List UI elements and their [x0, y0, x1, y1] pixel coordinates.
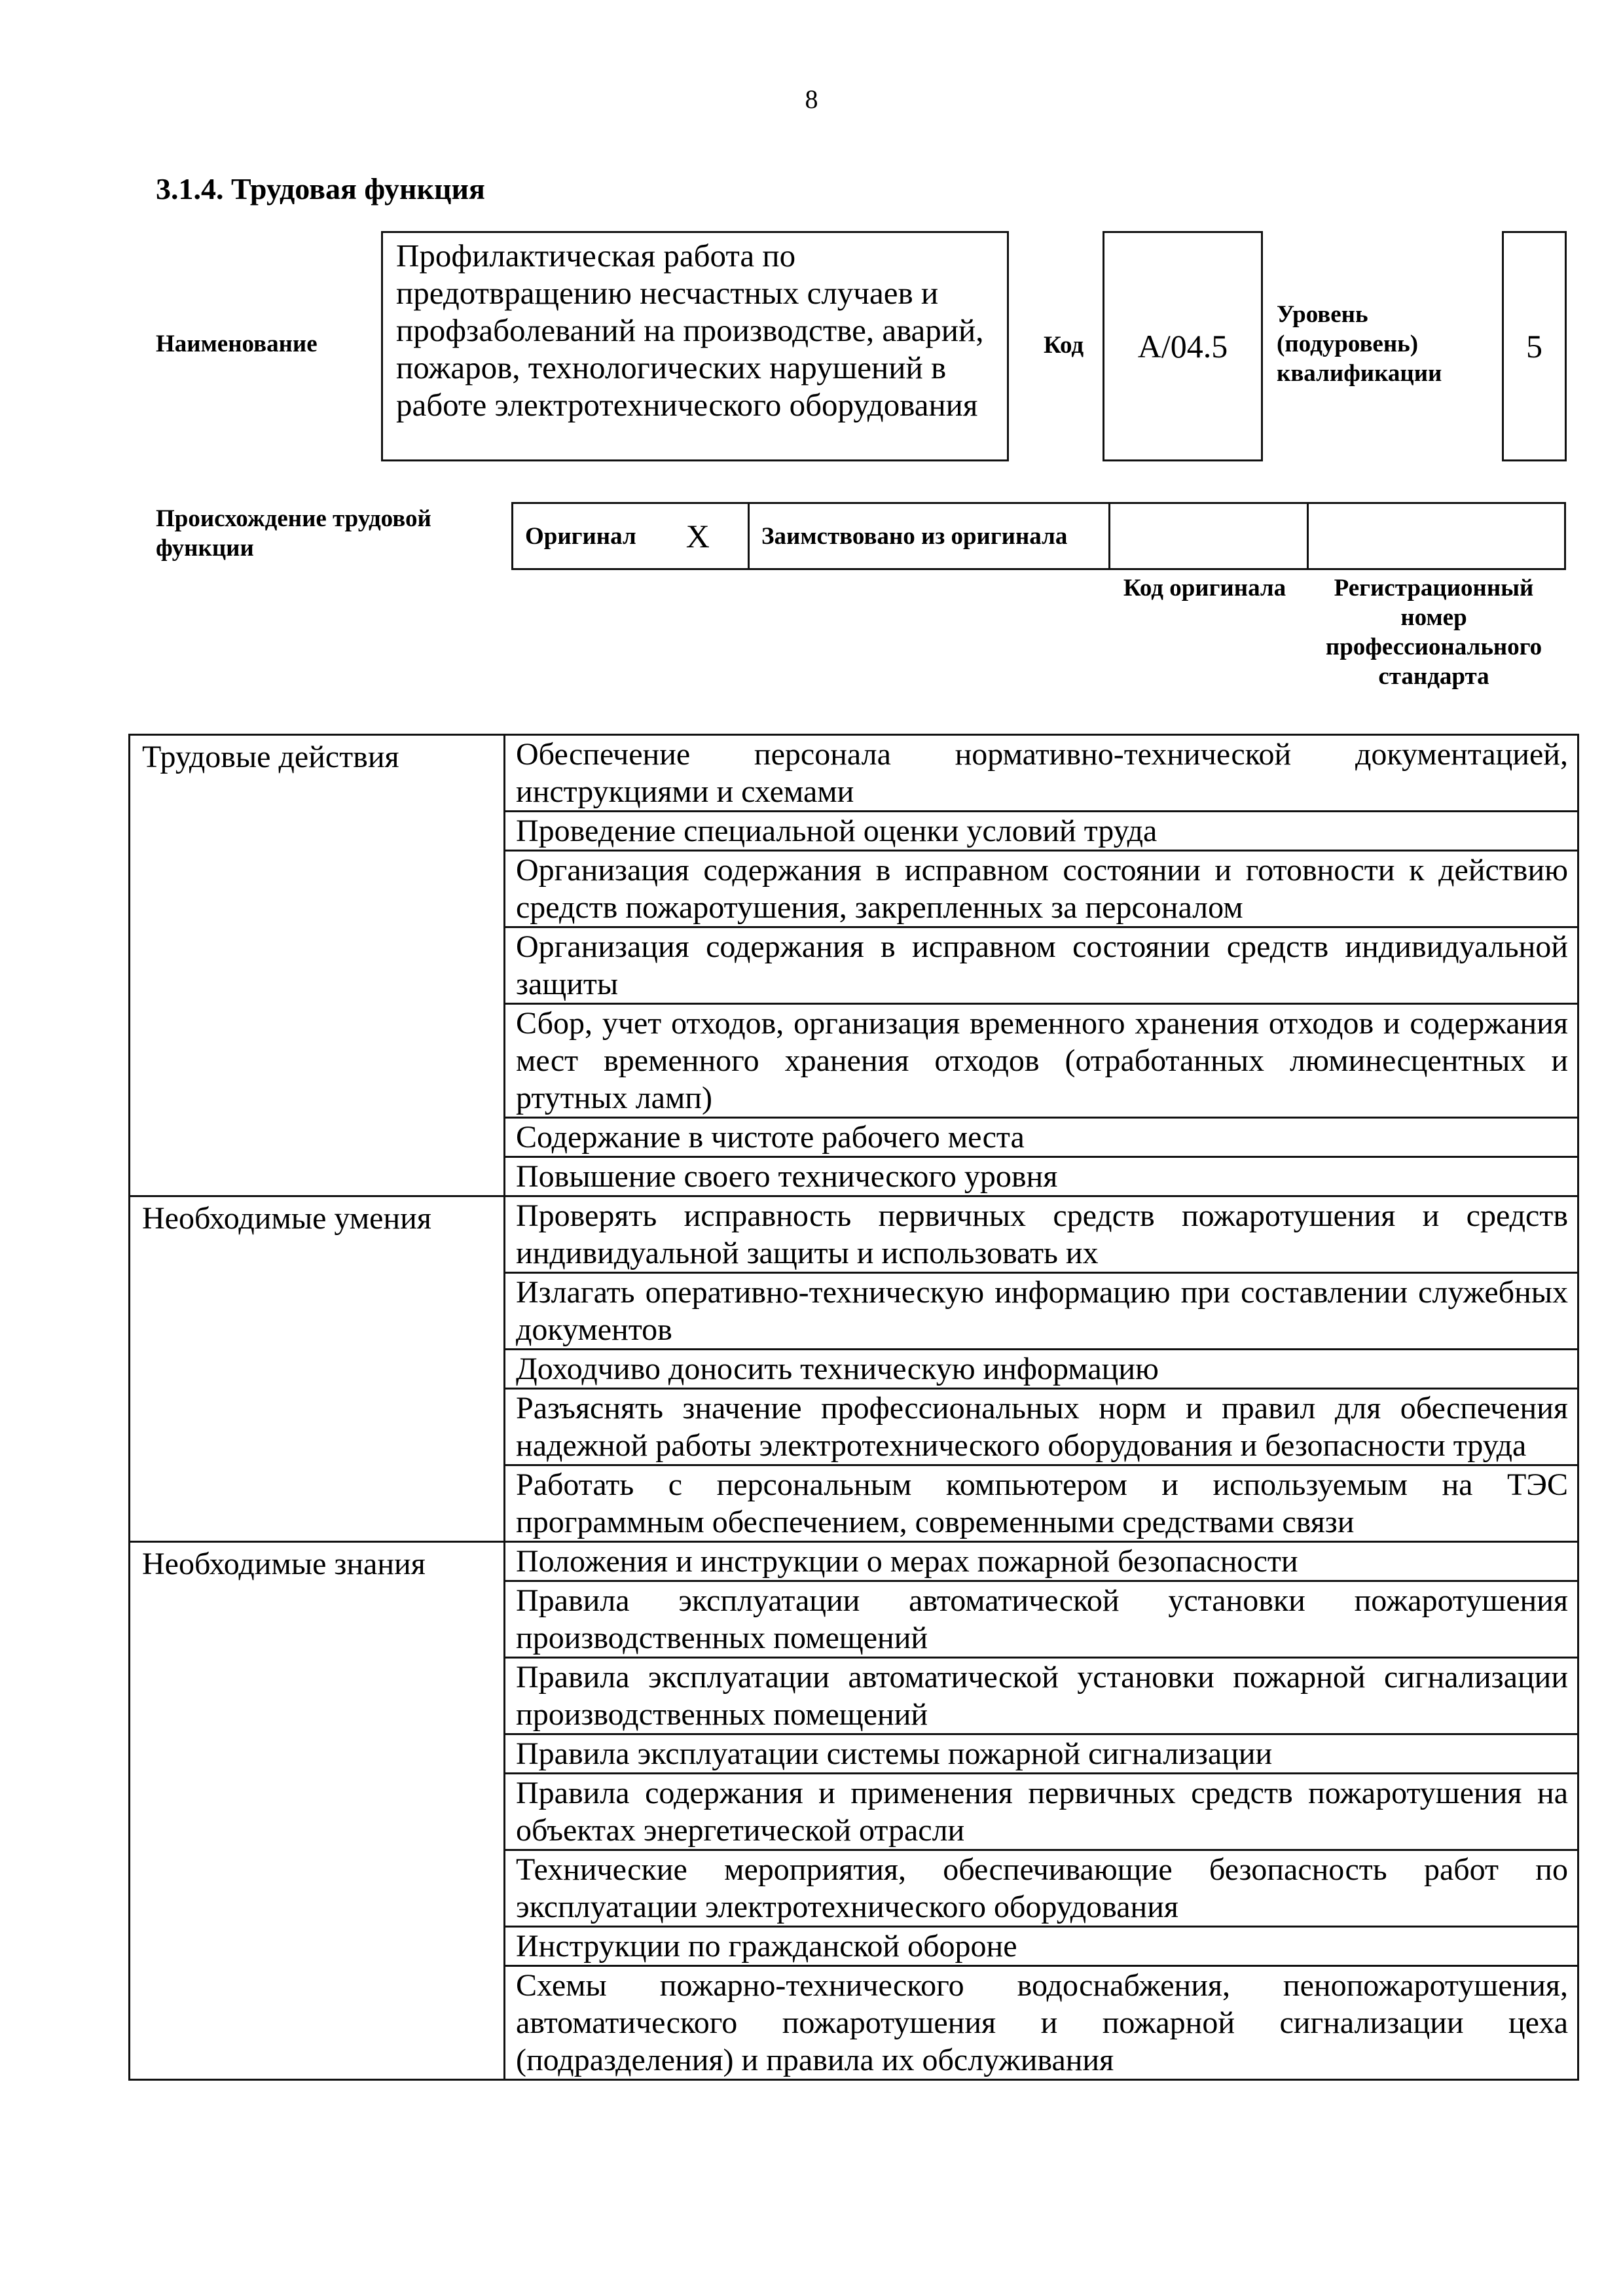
original-mark: X: [685, 518, 710, 554]
required-skills-item: Доходчиво доносить техническую информацию: [505, 1350, 1578, 1389]
labor-actions-item: Обеспечение персонала нормативно-технической документацией, инструкциями и схемами: [505, 735, 1578, 812]
required-knowledge-item: Инструкции по гражданской обороне: [505, 1927, 1578, 1966]
labor-actions-item: Сбор, учет отходов, организация временного хранения отходов и содержания мест временного хранения отходов (отработанных люминесцентных и ртутных ламп): [505, 1004, 1578, 1118]
labor-actions-item: Организация содержания в исправном состоянии средств индивидуальной защиты: [505, 927, 1578, 1004]
code-box: [1103, 231, 1263, 461]
code-value: A/04.5: [1137, 328, 1228, 365]
labor-actions-item: Содержание в чистоте рабочего места: [505, 1118, 1578, 1157]
original-label: Оригинал: [525, 522, 636, 550]
code-label: Код: [1044, 332, 1084, 359]
origin-label: Происхождение трудовой функции: [156, 505, 431, 562]
page-number: 8: [805, 84, 818, 114]
required-knowledge-item: Схемы пожарно-технического водоснабжения, пенопожаротушения, автоматического пожаротушения и пожарной сигнализации цеха (подразделения) и правила их обслуживания: [505, 1966, 1578, 2080]
required-knowledge-item: Правила эксплуатации системы пожарной сигнализации: [505, 1734, 1578, 1774]
level-label: Уровень (подуровень) квалификации: [1277, 301, 1442, 387]
origin-original-cell: [513, 504, 750, 568]
name-label: Наименование: [156, 331, 318, 357]
labor-actions-item: Повышение своего технического уровня: [505, 1157, 1578, 1196]
required-knowledge-item: Правила эксплуатации автоматической установки пожарной сигнализации производственных помещений: [505, 1658, 1578, 1734]
required-skills-item: Разъяснять значение профессиональных норм и правил для обеспечения надежной работы электротехнического оборудования и безопасности труда: [505, 1389, 1578, 1465]
original-code-cell: [1110, 504, 1309, 568]
reg-number-cell: [1309, 504, 1564, 568]
reg-number-caption: Регистрационный номер профессионального стандарта: [1325, 575, 1542, 691]
required-knowledge-item: Положения и инструкции о мерах пожарной безопасности: [505, 1542, 1578, 1581]
origin-borrowed-cell: [750, 504, 1110, 568]
table-row: [130, 735, 1578, 812]
table-row: [130, 1196, 1578, 1273]
origin-table: [511, 502, 1566, 570]
required-knowledge-item: Технические мероприятия, обеспечивающие безопасность работ по эксплуатации электротехнического оборудования: [505, 1850, 1578, 1927]
function-name-box: [381, 231, 1009, 461]
required-knowledge-heading: Необходимые знания: [130, 1542, 505, 2080]
required-skills-item: Проверять исправность первичных средств пожаротушения и средств индивидуальной защиты и использовать их: [505, 1196, 1578, 1273]
section-title: 3.1.4. Трудовая функция: [156, 172, 485, 206]
labor-function-table-body: [130, 735, 1578, 2080]
required-skills-item: Работать с персональным компьютером и используемым на ТЭС программным обеспечением, современными средствами связи: [505, 1465, 1578, 1542]
borrowed-label: Заимствовано из оригинала: [761, 522, 1068, 550]
labor-actions-item: Организация содержания в исправном состоянии и готовности к действию средств пожаротушения, закрепленных за персоналом: [505, 851, 1578, 927]
function-name-text: Профилактическая работа по предотвращению несчастных случаев и профзаболеваний на производстве, аварий, пожаров, технологических нарушений в работе электротехнического оборудования: [396, 238, 984, 423]
labor-actions-heading: Трудовые действия: [130, 735, 505, 1196]
level-value: 5: [1526, 328, 1542, 365]
level-box: [1502, 231, 1567, 461]
required-skills-item: Излагать оперативно-техническую информацию при составлении служебных документов: [505, 1273, 1578, 1350]
labor-actions-item: Проведение специальной оценки условий труда: [505, 812, 1578, 851]
required-skills-heading: Необходимые умения: [130, 1196, 505, 1542]
table-row: [130, 1542, 1578, 1581]
original-code-caption: Код оригинала: [1123, 575, 1286, 601]
required-knowledge-item: Правила эксплуатации автоматической установки пожаротушения производственных помещений: [505, 1581, 1578, 1658]
required-knowledge-item: Правила содержания и применения первичных средств пожаротушения на объектах энергетической отрасли: [505, 1774, 1578, 1850]
labor-function-table: [128, 734, 1579, 2081]
